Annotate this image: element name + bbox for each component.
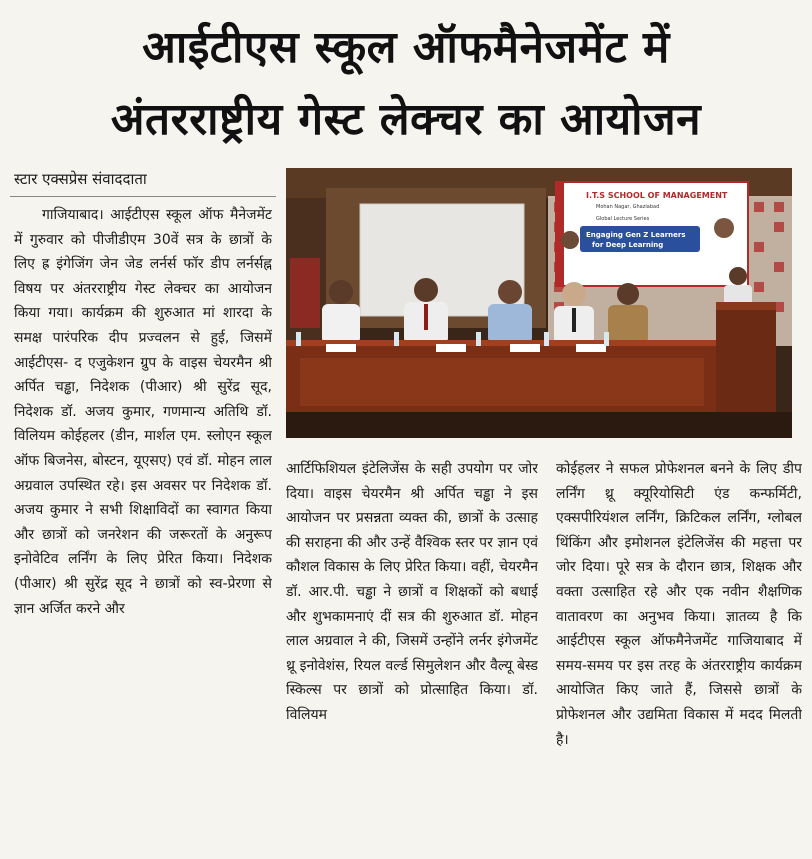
banner-subtitle: Mohan Nagar, Ghaziabad: [596, 204, 660, 210]
article-text-col3: कोईहलर ने सफल प्रोफेशनल बनने के लिए डीप लर्निंग थ्रू क्यूरियोसिटी एंड कन्फर्मिटी, एक्सपीरियंशल लर्निंग, क्रिटिकल लर्निंग, ग्लोबल थिंकिंग और इमोशनल इंटेलिजेंस की महत्ता पर जोर दिया। पूरे सत्र के दौरान छात्र, शिक्षक और वक्ता उत्साहित रहे और एक नवीन शैक्षणिक वातावरण का अनुभव किया। ज्ञातव्य है कि आईटीएस स्कूल ऑफमैनेजमेंट गाजियाबाद में समय-समय पर इस तरह के अंतरराष्ट्रीय कार्यक्रम आयोजित किए जाते हैं, जिससे छात्रों के प्रोफेशनल और उद्यमिता विकास में मदद मिलती है।: [556, 461, 802, 748]
headline-line-1: आईटीएस स्कूल ऑफमैनेजमेंट में: [142, 22, 670, 73]
article-column-2: [286, 457, 538, 853]
event-photo: [286, 168, 792, 438]
article-column-3: [556, 457, 802, 853]
article-text-col2: आर्टिफिशियल इंटेलिजेंस के सही उपयोग पर जोर दिया। वाइस चेयरमैन श्री अर्पित चड्ढा ने इस आयोजन पर प्रसन्नता व्यक्त की, छात्रों के उत्साह की सराहना की और उन्हें वैश्विक स्तर पर ज्ञान एवं कौशल विकास के लिए प्रेरित किया। वहीं, चेयरमैन डॉ. आर.पी. चड्ढा ने छात्रों व शिक्षकों को बधाई और शुभकामनाएं दीं सत्र की शुरुआत डॉ. मोहन लाल अग्रवाल ने की, जिसमें उन्होंने लर्नर इंगेजमेंट थ्रू इनोवेशंस, रियल वर्ल्ड सिमुलेशन और वैल्यू बेस्ड स्किल्स पर छात्रों को प्रोत्साहित किया। डॉ. विलियम: [286, 461, 538, 723]
byline-divider: [10, 196, 276, 197]
banner-topic-line-1: Engaging Gen Z Learners: [586, 231, 686, 239]
banner-series: Global Lecture Series: [596, 216, 650, 222]
headline-line-2: अंतरराष्ट्रीय गेस्ट लेक्चर का आयोजन: [110, 94, 702, 145]
article-text-col1: गाजियाबाद। आईटीएस स्कूल ऑफ मैनेजमेंट में गुरुवार को पीजीडीएम 30वें सत्र के छात्रों के लिए ह्र इंगेजिंग जेन जेड लर्नर्स फॉर डीप लर्नर्सह्न विषय पर अंतरराष्ट्रीय गेस्ट लेक्चर का आयोजन किया गया। कार्यक्रम की शुरुआत मां शारदा के समक्ष पारंपरिक दीप प्रज्वलन से हुई, जिसमें आईटीएस- द एजुकेशन ग्रुप के वाइस चेयरमैन श्री अर्पित चड्ढा, निदेशक (पीआर) श्री सुरेंद्र सूद, निदेशक डॉ. अजय कुमार, गणमान्य अतिथि डॉ. विलियम कोईहलर (डीन, मार्शल एम. स्लोएन स्कूल ऑफ बिजनेस, बोस्टन, यूएसए) एवं डॉ. मोहन लाल अग्रवाल उपस्थित रहे। इस अवसर पर निदेशक डॉ. अजय कुमार ने सभी शिक्षाविदों का स्वागत किया और छात्रों को जनरेशन की जरूरतों के अनुरूप इनोवेटिव लर्निंग के लिए प्रेरित किया। निदेशक (पीआर) श्री सुरेंद्र सूद ने छात्रों को स्व-प्रेरणा से ज्ञान अर्जित करने और: [14, 207, 272, 617]
banner-title: I.T.S SCHOOL OF MANAGEMENT: [586, 191, 728, 200]
byline: स्टार एक्सप्रेस संवाददाता: [14, 170, 147, 188]
banner-topic-line-2: for Deep Learning: [592, 241, 664, 249]
article-column-1: [14, 203, 272, 853]
